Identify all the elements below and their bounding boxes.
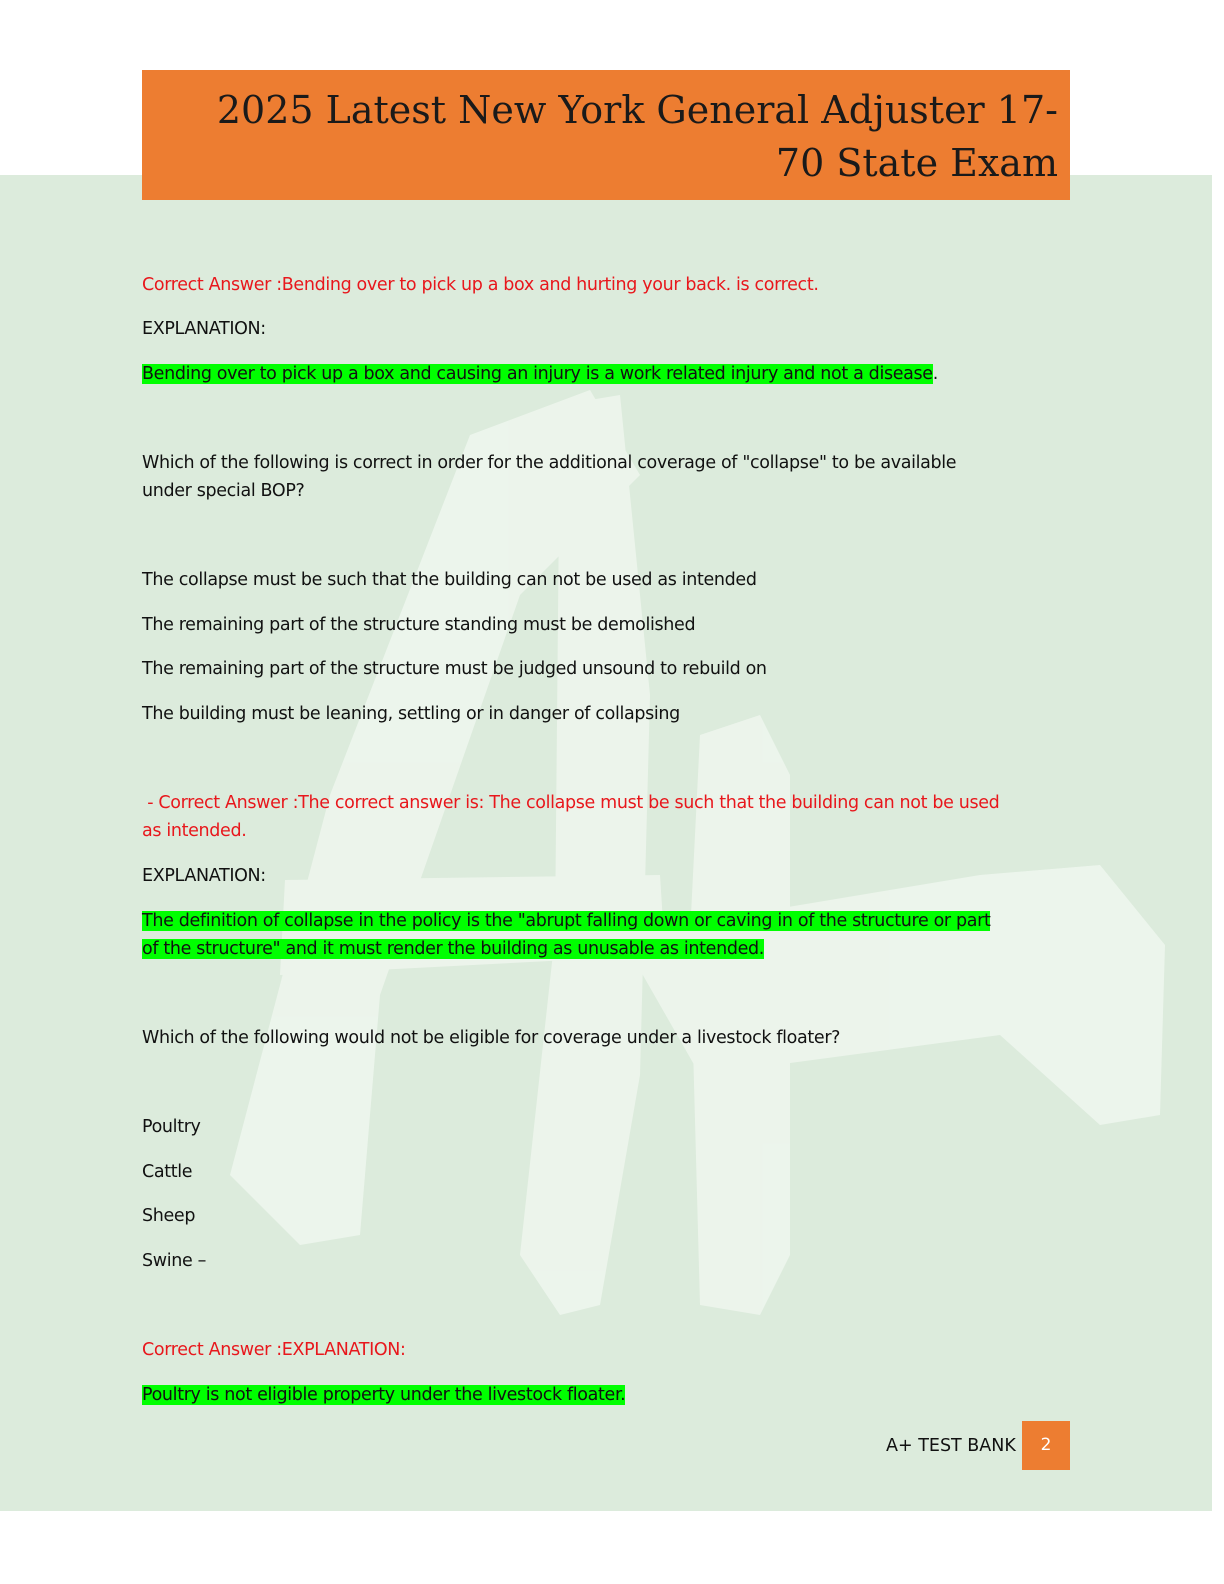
- page-number: 2: [1022, 1421, 1070, 1470]
- correct-answer-line-1: - Correct Answer :The correct answer is: The collapse must be such that the building can not be used: [142, 793, 1000, 813]
- answer-option: The remaining part of the structure must be judged unsound to rebuild on: [142, 659, 767, 679]
- footer-label: A+ TEST BANK: [886, 1436, 1016, 1456]
- header-banner: [142, 70, 1070, 200]
- explanation-text-line-2: [142, 935, 764, 963]
- correct-answer: Correct Answer :Bending over to pick up a box and hurting your back. is correct.: [142, 275, 819, 295]
- explanation-label: EXPLANATION:: [142, 866, 266, 886]
- page-title-line-2: 70 State Exam: [775, 141, 1058, 185]
- correct-answer: Correct Answer :EXPLANATION:: [142, 1340, 406, 1360]
- question-text: Which of the following would not be eligible for coverage under a livestock floater?: [142, 1028, 841, 1048]
- explanation-text: [142, 1381, 625, 1409]
- question-text-line-2: under special BOP?: [142, 481, 305, 501]
- answer-option: Sheep: [142, 1206, 196, 1226]
- page-title-line-1: 2025 Latest New York General Adjuster 17-: [216, 88, 1058, 132]
- explanation-highlight: Poultry is not eligible property under the livestock floater.: [142, 1385, 626, 1405]
- page-title: [182, 84, 1058, 190]
- explanation-highlight: of the structure" and it must render the building as unusable as intended.: [142, 939, 764, 959]
- answer-option: Cattle: [142, 1162, 193, 1182]
- explanation-highlight: The definition of collapse in the policy is the "abrupt falling down or caving in of the structure or part: [142, 911, 991, 931]
- explanation-text-line-1: [142, 907, 990, 935]
- correct-answer-line-2: as intended.: [142, 821, 247, 841]
- answer-option: The building must be leaning, settling or in danger of collapsing: [142, 704, 680, 724]
- explanation-highlight: Bending over to pick up a box and causing an injury is a work related injury and not a disease: [142, 364, 933, 384]
- answer-option: Poultry: [142, 1117, 201, 1137]
- explanation-period: .: [932, 364, 938, 384]
- question-text-line-1: Which of the following is correct in order for the additional coverage of "collapse" to be available: [142, 453, 957, 473]
- answer-option: Swine –: [142, 1251, 207, 1271]
- explanation-label: EXPLANATION:: [142, 319, 266, 339]
- answer-option: The collapse must be such that the building can not be used as intended: [142, 570, 757, 590]
- explanation-text: [142, 360, 938, 388]
- answer-option: The remaining part of the structure standing must be demolished: [142, 615, 696, 635]
